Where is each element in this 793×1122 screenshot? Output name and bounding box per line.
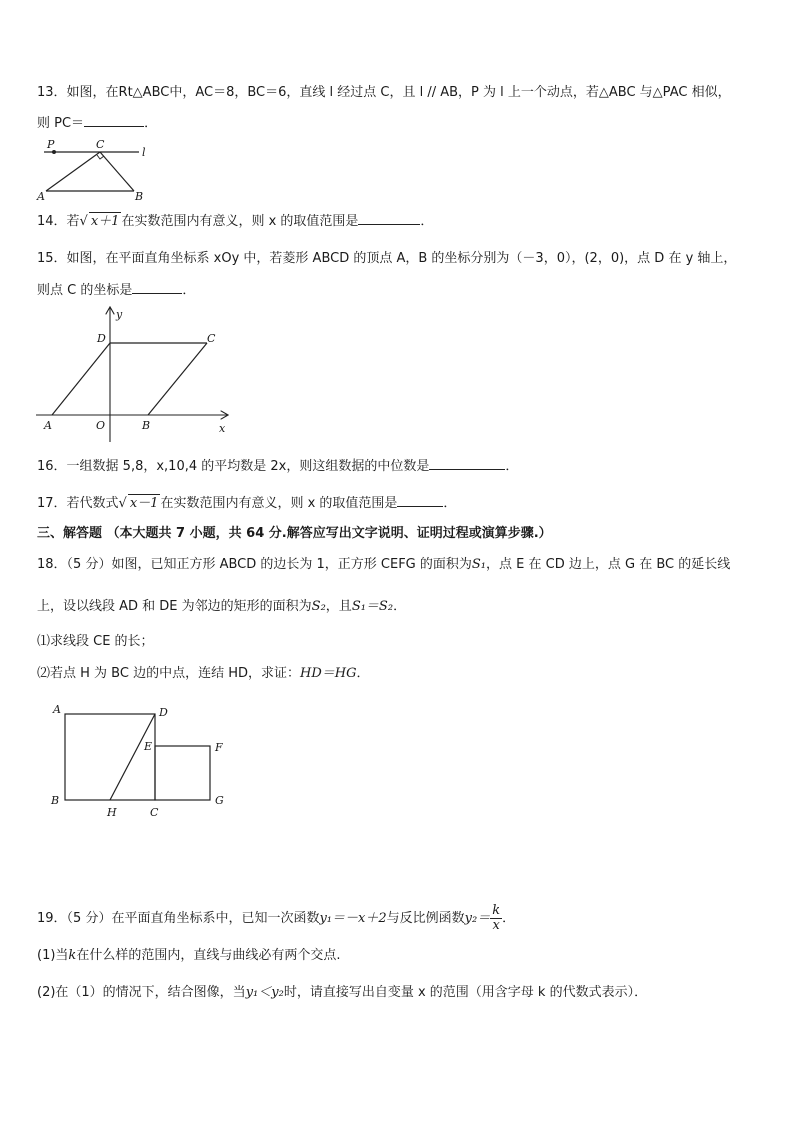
q19-fraction-denominator: x — [492, 918, 500, 933]
q13-segment-ac — [46, 152, 100, 191]
q14-suffix: ． — [420, 214, 434, 229]
q18-line1-end: ，点 E 在 CD 边上，点 G 在 BC 的延长线 — [486, 557, 731, 572]
q17-radical-sign: √ — [118, 496, 127, 511]
q13-label-a: A — [37, 190, 45, 202]
q15-label-y: y — [116, 308, 123, 321]
q15-line2-end: ． — [182, 283, 196, 298]
q17-radicand: x－1 — [129, 496, 159, 511]
q18-label-e: E — [144, 740, 153, 753]
q19-part1 — [37, 947, 340, 965]
q17-line — [37, 494, 456, 513]
q15-label-x: x — [219, 422, 226, 435]
q14-middle: 在实数范围内有意义，则 x 的取值范围是 — [121, 214, 359, 229]
q13-answer-blank — [84, 114, 144, 127]
q18-figure — [46, 700, 236, 822]
q18-s1: S₁ — [471, 557, 487, 572]
q18-label-a: A — [53, 703, 61, 716]
q18-label-h: H — [107, 806, 117, 819]
q18-equation: S₁＝S₂ — [351, 599, 394, 614]
q13-line2-end: ． — [144, 116, 158, 131]
q18-label-g: G — [215, 794, 224, 807]
q18-line1-lead: 18．（5 分）如图，已知正方形 ABCD 的边长为 1，正方形 CEFG 的面积为 — [37, 557, 472, 572]
q13-segment-bc — [100, 152, 134, 191]
q14-prefix: 14．若 — [37, 214, 80, 229]
q15-answer-blank — [132, 281, 182, 294]
q18-label-b: B — [51, 794, 60, 807]
q19-inverse-fraction — [490, 904, 502, 933]
q14-answer-blank — [358, 212, 420, 225]
q13-line1: 13．如图，在Rt△ABC中，AC＝8，BC＝6，直线 l 经过点 C，且 l // AB，P 为 l 上一个动点，若△ABC 与△PAC 相似， — [37, 85, 731, 100]
q18-line2-lead: 上，设以线段 AD 和 DE 为邻边的矩形的面积为 — [37, 599, 312, 614]
q13-label-l: l — [142, 146, 146, 159]
q19-line1 — [37, 904, 515, 934]
q13-label-b: B — [135, 190, 144, 202]
q16-suffix: ． — [505, 459, 519, 474]
q16-answer-blank — [429, 457, 505, 470]
q18-label-c: C — [150, 806, 159, 819]
section3-title: 三、解答题 （本大题共 7 小题，共 64 分.解答应写出文字说明、证明过程或演算步骤.） — [37, 526, 552, 541]
q15-label-a: A — [44, 419, 52, 432]
q19-part2-end: 时，请直接写出自变量 x 的范围（用含字母 k 的代数式表示）． — [283, 985, 648, 1000]
q17-middle: 在实数范围内有意义，则 x 的取值范围是 — [160, 496, 398, 511]
q15-line1: 15．如图，在平面直角坐标系 xOy 中，若菱形 ABCD 的顶点 A，B 的坐标分别为（－3，0），(2，0)，点 D 在 y 轴上， — [37, 251, 737, 266]
q19-line1-end: ． — [502, 911, 516, 926]
q19-part2-lead: (2)在（1）的情况下，结合图像，当 — [37, 985, 246, 1000]
q18-segment-hd — [110, 714, 155, 800]
q18-line2 — [37, 598, 406, 616]
q18-part2-lead: ⑵若点 H 为 BC 边的中点，连结 HD，求证： — [37, 666, 300, 681]
q15-label-o: O — [96, 419, 106, 432]
q19-part2 — [37, 984, 647, 1002]
q19-line1-mid: 与反比例函数 — [386, 911, 465, 926]
q18-part2-equation: HD＝HG — [300, 666, 357, 681]
q13-label-p: P — [47, 138, 55, 151]
q13-figure — [36, 138, 151, 202]
q14-line — [37, 212, 433, 231]
q18-part1: ⑴求线段 CE 的长； — [37, 634, 154, 649]
q15-label-d: D — [97, 332, 106, 345]
q18-line2-end: ． — [393, 599, 407, 614]
q18-line2-mid: ，且 — [325, 599, 352, 614]
q18-square-abcd — [65, 714, 155, 800]
q17-suffix: ． — [443, 496, 457, 511]
q16-text: 16．一组数据 5,8，x,10,4 的平均数是 2x，则这组数据的中位数是 — [37, 459, 430, 474]
q17-answer-blank — [397, 494, 443, 507]
q15-label-c: C — [207, 332, 216, 345]
q18-label-d: D — [159, 706, 168, 719]
q19-fraction-numerator: k — [492, 903, 501, 918]
q15-side-ad — [52, 343, 110, 415]
q19-part1-lead: (1)当 — [37, 948, 69, 963]
q15-side-cb — [148, 343, 207, 415]
q18-label-f: F — [215, 741, 223, 754]
q13-line2-lead: 则 PC＝ — [37, 116, 85, 131]
q19-part1-end: 在什么样的范围内，直线与曲线必有两个交点. — [76, 948, 341, 963]
q13-label-c: C — [96, 138, 105, 151]
q15-line2-lead: 则点 C 的坐标是 — [37, 283, 133, 298]
q13-line2 — [37, 114, 157, 133]
q19-part1-k: k — [68, 948, 77, 963]
q15-line2 — [37, 281, 195, 300]
q18-s2: S₂ — [311, 599, 326, 614]
q19-part2-inequality: y₁＜y₂ — [245, 985, 284, 1000]
q19-line1-lead: 19．（5 分）在平面直角坐标系中，已知一次函数 — [37, 911, 320, 926]
q18-square-cefg — [155, 746, 210, 800]
q19-linear-function: y₁＝－x＋2 — [319, 911, 387, 926]
q18-part2-end: ． — [356, 666, 370, 681]
q14-radical-sign: √ — [79, 214, 88, 229]
q18-line1 — [37, 556, 730, 574]
q16-line — [37, 457, 518, 476]
q15-label-b: B — [142, 419, 151, 432]
q17-prefix: 17．若代数式 — [37, 496, 119, 511]
q18-part2 — [37, 665, 370, 683]
q19-inverse-lhs: y₂＝ — [464, 911, 491, 926]
q15-figure — [34, 304, 234, 444]
q14-radicand: x＋1 — [90, 214, 120, 229]
